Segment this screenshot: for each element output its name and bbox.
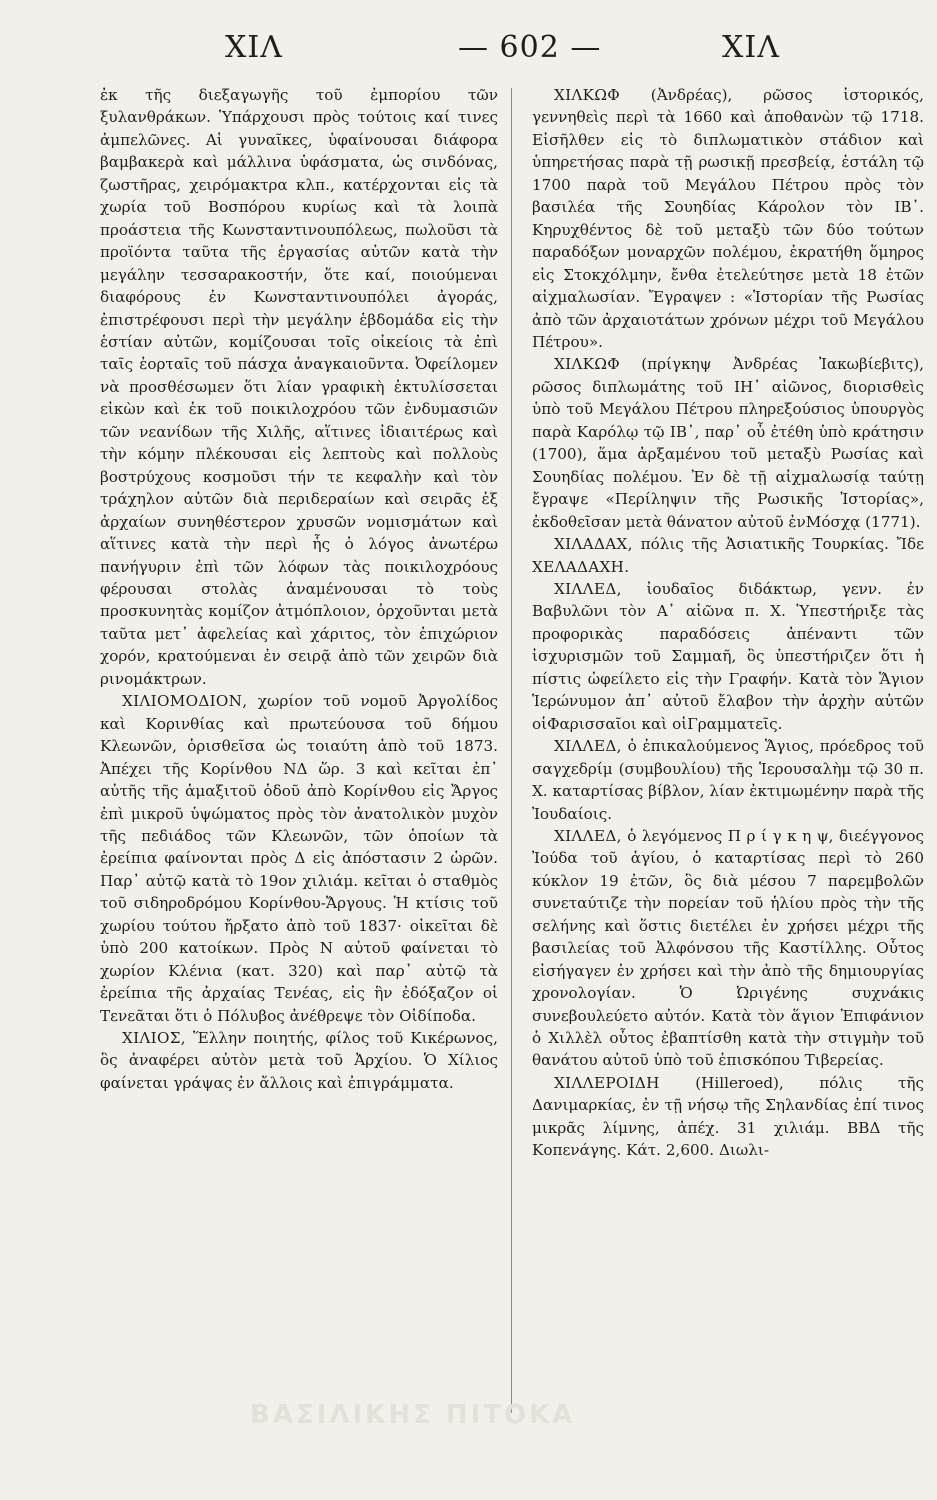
entry-text: (Hilleroed), πόλις τῆς Δανιμαρκίας, ἐν τῇ νήσῳ τῆς Σηλανδίας ἐπί τινος μικρᾶς λίμνης, ἀπέχ. 31 χιλιάμ. ΒΒΔ τῆς Κοπενάγης. Κάτ. 2,600. Διωλι-: [532, 1073, 924, 1160]
left-column: [100, 84, 498, 1094]
right-column: [532, 84, 924, 1162]
entry-chilios: [100, 1027, 498, 1094]
entry-chilleroidi: [532, 1072, 924, 1162]
column-divider: [511, 88, 512, 1413]
entry-headword: ΧΙΛΛΕΔ,: [554, 579, 622, 598]
continued-paragraph: ἐκ τῆς διεξαγωγῆς τοῦ ἐμπορίου τῶν ξυλανθράκων. Ὑπάρχουσι πρὸς τούτοις καί τινες ἀμπελῶνες. Αἱ γυναῖκες, ὑφαίνουσαι διάφορα βαμβακερὰ καὶ μάλλινα ὑφάσματα, ὡς σινδόνας, ζωστῆρας, χειρόμακτρα κλπ., κατέρχονται εἰς τὰ χωρία τοῦ Βοσπόρου κυρίως καὶ τὰ λοιπὰ προάστεια τῆς Κωνσταντινουπόλεως, πωλοῦσι τὰ προϊόντα ταῦτα τῆς ἐργασίας αὐτῶν κατὰ τὴν μεγάλην τεσσαρακοστήν, ὅτε καί, ποιούμεναι διαφόρους ἐν Κωνσταντινουπόλει ἀγοράς, ἐπιστρέφουσι περὶ τὴν μεγάλην ἑβδομάδα εἰς τὴν ἑστίαν αὐτῶν, κομίζουσαι τοῖς οἰκείοις τὰ ἐπὶ ταῖς ἑορταῖς τοῦ πάσχα ἀναγκαιοῦντα. Ὀφείλομεν νὰ προσθέσωμεν ὅτι λίαν γραφικὴ ἐκτυλίσσεται εἰκὼν καὶ ἐκ τοῦ ποικιλοχρόου τῶν ἐνδυμασιῶν τῶν νεανίδων τῆς Χιλῆς, αἵτινες ἰδιαιτέρως καὶ τὴν κόμην πλέκουσαι εἰς λεπτοὺς καὶ πολλοὺς βοστρύχους κοσμοῦσι τήν τε κεφαλὴν καὶ τὸν τράχηλον αὐτῶν διὰ περιδεραίων καὶ σειρᾶς ἐξ ἀρχαίων συνηθέστερον χρυσῶν νομισμάτων καὶ αἵτινες κατὰ τὴν περὶ ἧς ὁ λόγος ἀνωτέρω πανήγυριν ἐπὶ τῶν λόφων τὰς ποικιλοχρόους φέρουσαι στολὰς ἀναμένουσαι τὸ τοὺς προσκυνητὰς κομίζον ἀτμόπλοιον, ὀρχοῦνται μετὰ ταῦτα μετ᾽ ἀφελείας καὶ χάριτος, τὸν ἐπιχώριον χορόν, κρατούμεναι ἐν σειρᾷ ἀπὸ τῶν χειρῶν διὰ ρινομάκτρων.: [100, 86, 498, 688]
header-left-guideword: ΧΙΛ: [225, 30, 283, 65]
entry-text: Ἕλλην ποιητής, φίλος τοῦ Κικέρωνος, ὃς ἀναφέρει αὐτὸν μετὰ τοῦ Ἀρχίου. Ὁ Χίλιος φαίνεται γράψας ἐν ἄλλοις καὶ ἐπιγράμματα.: [100, 1029, 498, 1092]
library-watermark: ΒΑΣΙΛΙΚΗΣ ΠΙΤΟΚΑ: [250, 1400, 576, 1430]
entry-chiliomodion: [100, 690, 498, 1027]
entry-chiladach: [532, 533, 924, 578]
entry-headword: ΧΙΛΛΕΔ,: [554, 826, 622, 845]
cross-reference: ΧΕΛΑΔΑΧΗ.: [532, 557, 630, 576]
entry-headword: ΧΙΛΙΟΣ,: [122, 1029, 186, 1048]
page-number: — 602 —: [458, 30, 602, 65]
entry-text: πόλις τῆς Ἀσιατικῆς Τουρκίας. Ἴδε: [640, 535, 924, 554]
entry-chilled-2: [532, 735, 924, 825]
entry-headword: ΧΙΛΚΩΦ: [554, 355, 620, 374]
entry-chilled-3: [532, 825, 924, 1072]
entry-headword: ΧΙΛΛΕΔ,: [554, 737, 622, 756]
entry-text: ὁ ἐπικαλούμενος Ἅγιος, πρόεδρος τοῦ σαγχεδρίμ (συμβουλίου) τῆς Ἱερουσαλὴμ τῷ 30 π. Χ. καταρτίσας βίβλον, λίαν ἐκτιμωμένην παρὰ τῆς Ἰουδαίοις.: [532, 737, 924, 823]
entry-text: χωρίον τοῦ νομοῦ Ἀργολίδος καὶ Κορινθίας καὶ πρωτεύουσα τοῦ δήμου Κλεωνῶν, ὁρισθεῖσα ὡς τοιαύτη ἀπὸ τοῦ 1873. Ἀπέχει τῆς Κορίνθου ΝΔ ὥρ. 3 καὶ κεῖται ἐπ᾽ αὐτῆς τῆς ἁμαξιτοῦ ὁδοῦ ἀπὸ Κορίνθου εἰς Ἄργος ἐπὶ μικροῦ ὑψώματος πρὸς τὸν ἀνατολικὸν μυχὸν τῆς πεδιάδος τῶν Κλεωνῶν, τῶν ὁποίων τὰ ἐρείπια φαίνονται πρὸς Δ εἰς ἀπόστασιν 2 ὡρῶν. Παρ᾽ αὐτῷ κατὰ τὸ 19ον χιλιάμ. κεῖται ὁ σταθμὸς τοῦ σιδηροδρόμου Κορίνθου-Ἄργους. Ἡ κτίσις τοῦ χωρίου τούτου ἤρξατο ἀπὸ τοῦ 1837· οἰκεῖται δὲ ὑπὸ 200 κατοίκων. Πρὸς Ν αὐτοῦ φαίνεται τὸ χωρίον Κλένια (κατ. 320) καὶ παρ᾽ αὐτῷ τὰ ἐρείπια τῆς ἀρχαίας Τενέας, εἰς ἣν ἐδόξαζον οἱ Τενεᾶται ὅτι ὁ Πόλυβος ἀνέθρεψε τὸν Οἰδίποδα.: [100, 692, 498, 1025]
entry-text: ὁ λεγόμενος Π ρ ί γ κ η ψ, διεέγγονος Ἰούδα τοῦ ἁγίου, ὁ καταρτίσας περὶ τὸ 260 κύκλον 19 ἐτῶν, ὃς διὰ μέσου 7 παρεμβολῶν συνεταύτιζε τὴν πορείαν τοῦ ἡλίου πρὸς τὴν τῆς σελήνης καὶ ὅστις διετέλει ἐν χρήσει μέχρι τῆς βασιλείας τοῦ Ἀλφόνσου τῆς Καστίλλης. Οὗτος εἰσήγαγεν ἐν χρήσει καὶ τὴν ἀπὸ τῆς δημιουργίας χρονολογίαν. Ὁ Ὠριγένης συχνάκις συνεβουλεύετο αὐτόν. Κατὰ τὸν ἅγιον Ἐπιφάνιον ὁ Χιλλὲλ οὗτος ἐβαπτίσθη κατὰ τὴν στιγμὴν τοῦ θανάτου αὐτοῦ ὑπὸ τοῦ ἐπισκόπου Τιβερείας.: [532, 826, 924, 1070]
entry-headword: ΧΙΛΚΩΦ: [554, 86, 620, 104]
entry-chilkof-prince: [532, 353, 924, 533]
entry-text: (πρίγκηψ Ἀνδρέας Ἰακωβίεβιτς), ρῶσος διπλωμάτης τοῦ ΙΗ᾽ αἰῶνος, διορισθεὶς ὑπὸ τοῦ Μεγάλου Πέτρου πληρεξούσιος ὑπουργὸς παρὰ Καρόλῳ τῷ ΙΒ᾽, παρ᾽ οὗ ἐτέθη ὑπὸ κράτησιν (1700), ἅμα ἀρξαμένου τοῦ μεταξὺ Ρωσίας καὶ Σουηδίας πολέμου. Ἐν δὲ τῇ αἰχμαλωσίᾳ ταύτῃ ἔγραψε «Περίληψιν τῆς Ρωσικῆς Ἱστορίας», ἐκδοθεῖσαν μετὰ θάνατον αὐτοῦ ἐνΜόσχᾳ (1771).: [532, 355, 924, 531]
entry-text: ἰουδαῖος διδάκτωρ, γενν. ἐν Βαβυλῶνι τὸν Α᾽ αἰῶνα π. Χ. Ὑπεστήριξε τὰς προφορικὰς παραδόσεις ἀπέναντι τῶν ἰσχυρισμῶν τοῦ Σαμμαῆ, ὃς ὑπεστήριζεν ὅτι ἡ πίστις ὠφείλετο εἰς τὴν Γραφήν. Κατὰ τὸν Ἅγιον Ἱερώνυμον ἀπ᾽ αὐτοῦ ἔλαβον τὴν ἀρχὴν αὐτῶν οἱΦαρισσαῖοι καὶ οἱΓραμματεῖς.: [532, 579, 924, 733]
page-header: [0, 30, 937, 70]
entry-headword: ΧΙΛΛΕΡΟΙΔΗ: [554, 1073, 660, 1092]
header-right-guideword: ΧΙΛ: [722, 30, 780, 65]
entry-text: (Ἀνδρέας), ρῶσος ἱστορικός, γεννηθεὶς περὶ τὰ 1660 καὶ ἀποθανὼν τῷ 1718. Εἰσῆλθεν εἰς τὸ διπλωματικὸν στάδιον καὶ ὑπηρετήσας παρὰ τῇ ρωσικῇ πρεσβείᾳ, ἐστάλη τῷ 1700 παρὰ τοῦ Μεγάλου Πέτρου πρὸς τὸν βασιλέα τῆς Σουηδίας Κάρολον τὸν ΙΒ᾽. Κηρυχθέντος δὲ τοῦ μεταξὺ τῶν δύο τούτων παραδόξων μοναρχῶν πολέμου, ἐκρατήθη ὅμηρος εἰς Στοκχόλμην, ἔνθα ἐτελεύτησε μετὰ 18 ἐτῶν αἰχμαλωσίαν. Ἔγραψεν : «Ἱστορίαν τῆς Ρωσίας ἀπὸ τῶν ἀρχαιοτάτων χρόνων μέχρι τοῦ Μεγάλου Πέτρου».: [532, 86, 924, 351]
entry-headword: ΧΙΛΙΟΜΟΔΙΟΝ,: [122, 692, 248, 711]
entry-chilkof-andreas: [532, 84, 924, 353]
entry-chilled-1: [532, 578, 924, 735]
entry-headword: ΧΙΛΑΔΑΧ,: [554, 535, 633, 554]
